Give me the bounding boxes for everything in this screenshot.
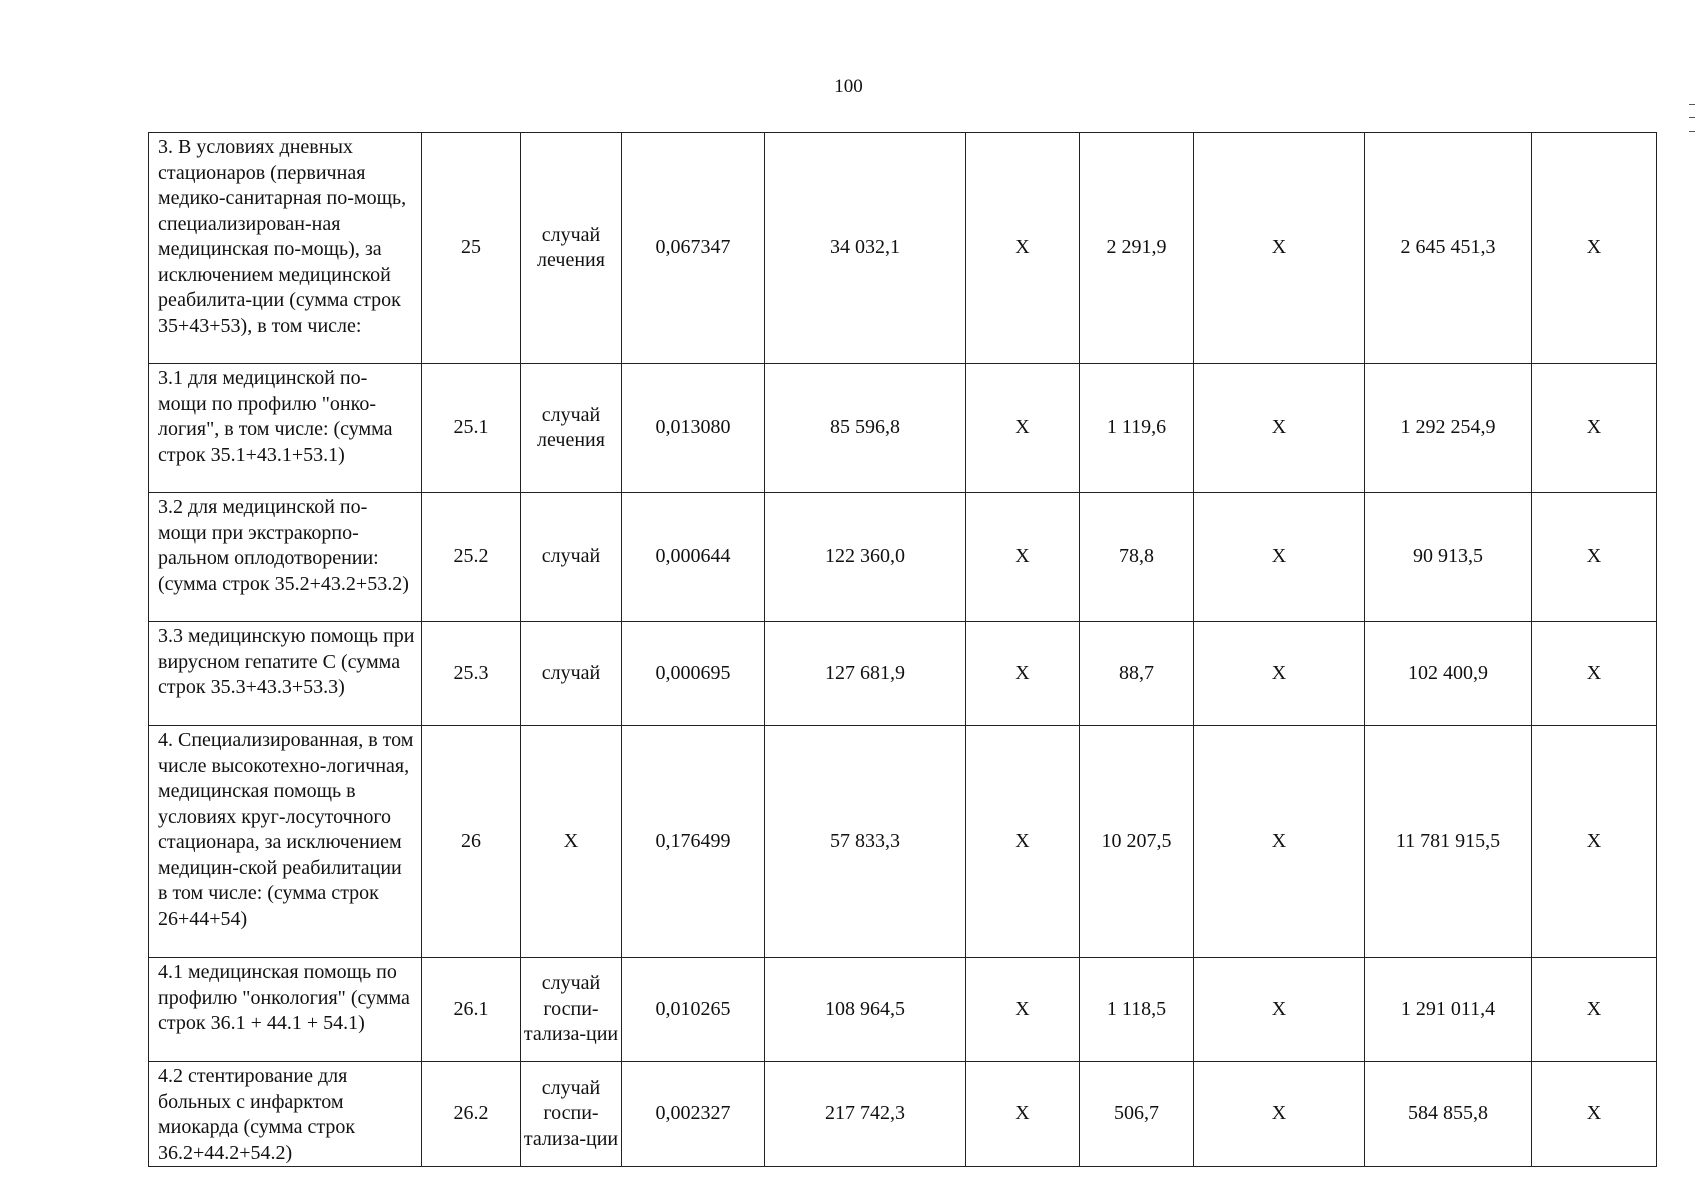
table-row: [149, 493, 1657, 622]
volume-cell: 0,000695: [622, 622, 765, 726]
volume-cell: 0,013080: [622, 364, 765, 493]
cost-cell: 108 964,5: [765, 958, 966, 1062]
cell-col10: X: [1532, 958, 1657, 1062]
cost-cell: 34 032,1: [765, 133, 966, 364]
volume-cell: 0,176499: [622, 726, 765, 958]
cell-col8: X: [1194, 958, 1365, 1062]
cell-col9: 90 913,5: [1365, 493, 1532, 622]
cell-col8: X: [1194, 364, 1365, 493]
cell-col7: 2 291,9: [1080, 133, 1194, 364]
unit-cell: случай лечения: [521, 133, 622, 364]
cell-col8: X: [1194, 493, 1365, 622]
line-number: 25: [422, 133, 521, 364]
cell-col9: 102 400,9: [1365, 622, 1532, 726]
table-row: [149, 958, 1657, 1062]
table-row: [149, 1062, 1657, 1167]
line-number: 25.2: [422, 493, 521, 622]
page-number: 100: [834, 76, 863, 97]
cell-col9: 584 855,8: [1365, 1062, 1532, 1167]
cell-col9: 11 781 915,5: [1365, 726, 1532, 958]
unit-cell: случай лечения: [521, 364, 622, 493]
cost-cell: 217 742,3: [765, 1062, 966, 1167]
row-name: 3. В условиях дневных стационаров (первичная медико-санитарная по-мощь, специализирован-ная медицинская по-мощь), за исключением медицинской реабилита-ции (сумма строк 35+43+53), в том числе:: [149, 133, 422, 364]
line-number: 26: [422, 726, 521, 958]
cell-col6: X: [966, 958, 1080, 1062]
scan-edge-mark: [1689, 104, 1695, 132]
unit-cell: случай госпи-тализа-ции: [521, 1062, 622, 1167]
unit-cell: X: [521, 726, 622, 958]
row-name: 4. Специализированная, в том числе высокотехно-логичная, медицинская помощь в условиях круг-лосуточного стационара, за исключением медицин-ской реабилитации в том числе: (сумма строк 26+44+54): [149, 726, 422, 958]
cell-col10: X: [1532, 493, 1657, 622]
row-name: 4.2 стентирование для больных с инфарктом миокарда (сумма строк 36.2+44.2+54.2): [149, 1062, 422, 1167]
row-name: 3.2 для медицинской по-мощи при экстракорпо-ральном оплодотворении: (сумма строк 35.2+43.2+53.2): [149, 493, 422, 622]
line-number: 25.1: [422, 364, 521, 493]
unit-cell: случай: [521, 622, 622, 726]
cell-col9: 1 292 254,9: [1365, 364, 1532, 493]
table-row: [149, 133, 1657, 364]
cell-col10: X: [1532, 133, 1657, 364]
cost-cell: 127 681,9: [765, 622, 966, 726]
line-number: 26.2: [422, 1062, 521, 1167]
table-row: [149, 622, 1657, 726]
cell-col9: 1 291 011,4: [1365, 958, 1532, 1062]
cell-col9: 2 645 451,3: [1365, 133, 1532, 364]
cell-col8: X: [1194, 1062, 1365, 1167]
cell-col7: 506,7: [1080, 1062, 1194, 1167]
cell-col6: X: [966, 493, 1080, 622]
cell-col6: X: [966, 133, 1080, 364]
cell-col6: X: [966, 364, 1080, 493]
line-number: 26.1: [422, 958, 521, 1062]
table-row: [149, 726, 1657, 958]
volume-cell: 0,010265: [622, 958, 765, 1062]
row-name: 4.1 медицинская помощь по профилю "онкология" (сумма строк 36.1 + 44.1 + 54.1): [149, 958, 422, 1062]
unit-cell: случай: [521, 493, 622, 622]
cell-col8: X: [1194, 726, 1365, 958]
cell-col6: X: [966, 726, 1080, 958]
cell-col10: X: [1532, 364, 1657, 493]
cell-col6: X: [966, 1062, 1080, 1167]
cost-cell: 122 360,0: [765, 493, 966, 622]
financing-table: [148, 132, 1657, 1167]
cell-col7: 1 118,5: [1080, 958, 1194, 1062]
cell-col7: 10 207,5: [1080, 726, 1194, 958]
volume-cell: 0,067347: [622, 133, 765, 364]
cell-col7: 88,7: [1080, 622, 1194, 726]
unit-cell: случай госпи-тализа-ции: [521, 958, 622, 1062]
volume-cell: 0,002327: [622, 1062, 765, 1167]
cell-col7: 1 119,6: [1080, 364, 1194, 493]
cell-col8: X: [1194, 622, 1365, 726]
cost-cell: 85 596,8: [765, 364, 966, 493]
line-number: 25.3: [422, 622, 521, 726]
row-name: 3.3 медицинскую помощь при вирусном гепатите С (сумма строк 35.3+43.3+53.3): [149, 622, 422, 726]
volume-cell: 0,000644: [622, 493, 765, 622]
cell-col8: X: [1194, 133, 1365, 364]
table-row: [149, 364, 1657, 493]
cell-col7: 78,8: [1080, 493, 1194, 622]
row-name: 3.1 для медицинской по-мощи по профилю "онко-логия", в том числе: (сумма строк 35.1+43.1+53.1): [149, 364, 422, 493]
cell-col10: X: [1532, 726, 1657, 958]
cell-col10: X: [1532, 1062, 1657, 1167]
cell-col6: X: [966, 622, 1080, 726]
cost-cell: 57 833,3: [765, 726, 966, 958]
cell-col10: X: [1532, 622, 1657, 726]
